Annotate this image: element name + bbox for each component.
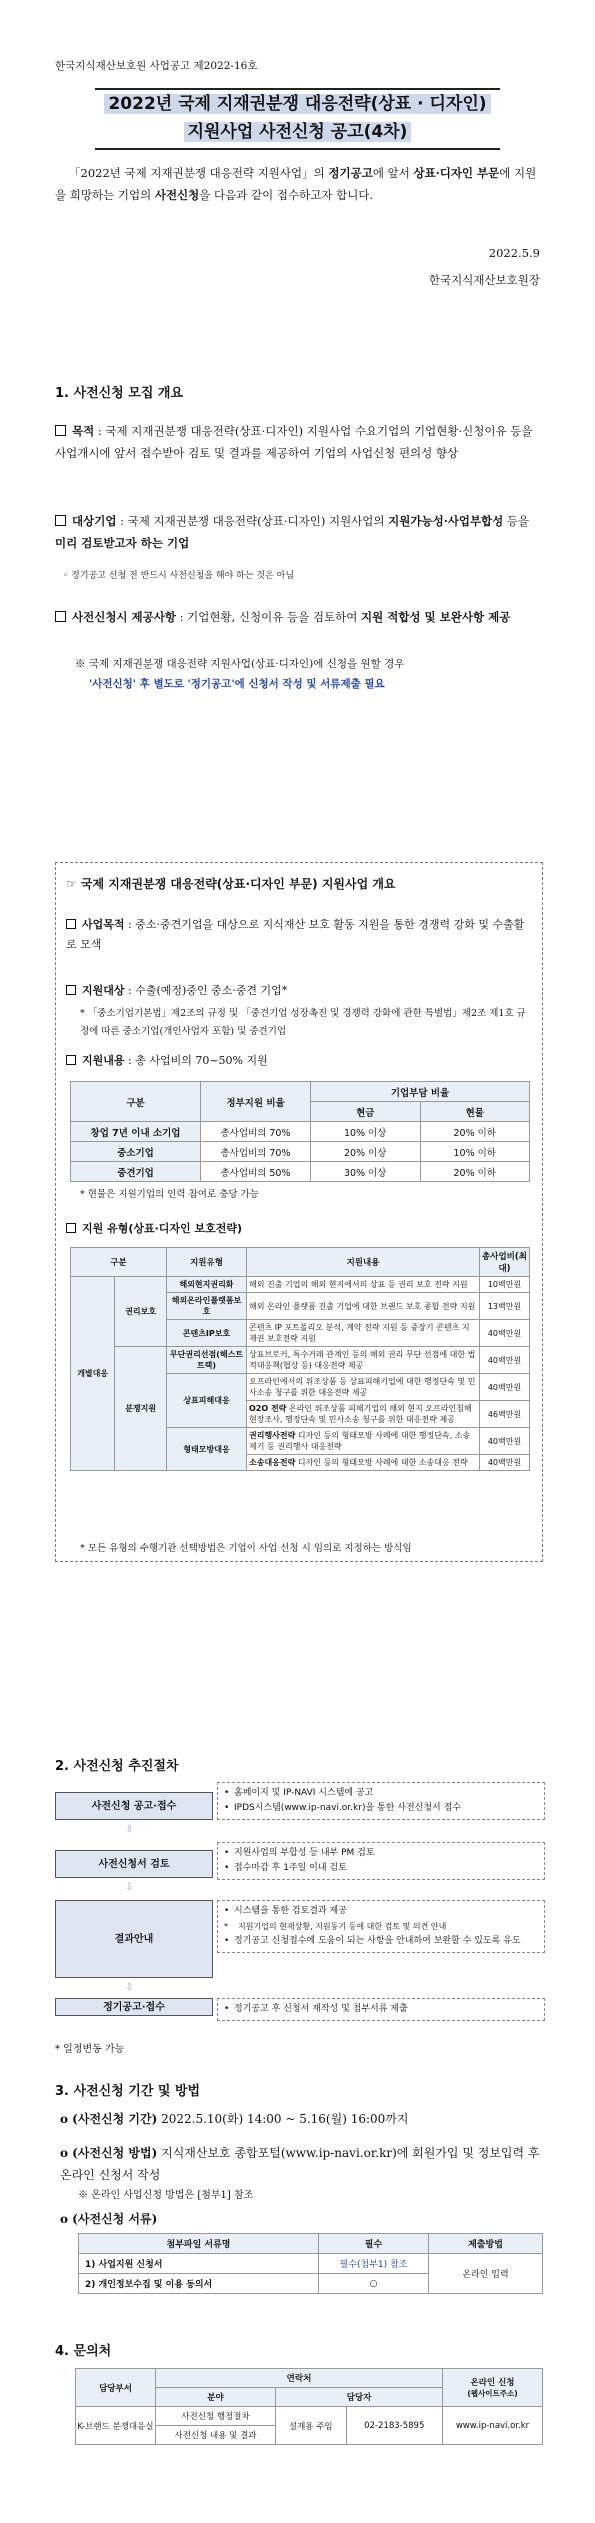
checkbox-icon [66, 1223, 76, 1233]
step-item: • 정기공고 신청접수에 도움이 되는 사항을 안내하여 보완할 수 있도록 유도 [224, 1934, 538, 1949]
overview-amount-text: : 총 사업비의 70~50% 지원 [124, 1054, 268, 1067]
notice-date: 2022.5.9 [488, 246, 540, 260]
section-1-title: 1. 사전신청 모집 개요 [55, 386, 184, 401]
rate-header: 정부지원 비율 [201, 1082, 311, 1122]
step-item: • 접수마감 후 1주일 이내 검토 [224, 1861, 538, 1876]
support-type: 형태모방대응 [167, 1428, 247, 1471]
contact-site-link[interactable]: www.ip-navi.or.kr [443, 2407, 543, 2445]
rate-cell: 10% 이상 [311, 1122, 421, 1142]
rate-note: * 현물은 지원기업의 인력 참여로 충당 가능 [80, 1189, 259, 1200]
target-note: ◦ 정기공고 신청 전 반드시 사전신청을 해야 하는 것은 아님 [63, 571, 295, 581]
doc-method: 온라인 입력 [429, 2254, 543, 2294]
checkbox-icon [55, 515, 66, 526]
intro-paragraph [55, 162, 545, 206]
checkbox-icon [66, 919, 76, 929]
contact-table [75, 2368, 543, 2445]
overview-purpose [66, 915, 534, 955]
provide-text: : 기업현황, 신청이유 등을 검토하여 [175, 610, 361, 624]
group-individual: 개별대응 [71, 1277, 115, 1471]
support-types-heading [66, 1219, 534, 1239]
overview-purpose-label: 사업목적 [82, 918, 125, 931]
overview-target-label: 지원대상 [82, 984, 125, 997]
support-note: * 모든 유형의 수행기관 선택방법은 기업이 사업 신청 시 임의로 지정하는 방식임 [80, 1543, 412, 1554]
doc-header: 첨부파일 서류명 [79, 2234, 319, 2254]
table-row [71, 1122, 530, 1142]
support-budget: 40백만원 [480, 1428, 530, 1455]
rate-cell: 30% 이상 [311, 1162, 421, 1182]
target-bold: 미리 검토받고자 하는 기업 [55, 536, 190, 550]
arrow-down-icon: ⇩ [125, 1882, 134, 1893]
overview-target-note: * 「중소기업기본법」제2조의 규정 및 「중견기업 성장촉진 및 경쟁력 강화에 관한 특별법」제2조 제1호 규정에 따른 중소기업(개인사업자 포함) 및 중견기업 [80, 1008, 526, 1037]
section-2-title: 2. 사전신청 추진절차 [55, 1759, 179, 1774]
rate-cell: 총사업비의 50% [201, 1162, 311, 1182]
rate-cell: 총사업비의 70% [201, 1142, 311, 1162]
intro-bold-pre: 사전신청 [154, 188, 200, 202]
intro-bold-regular: 정기공고 [328, 166, 373, 180]
contact-field: 사전신청 행정절차 [156, 2407, 276, 2426]
title-line-2: 지원사업 사전신청 공고(4차) [184, 122, 412, 142]
purpose-item [55, 420, 543, 464]
rate-cell: 20% 이하 [420, 1122, 530, 1142]
target-label: 대상기업 [72, 514, 117, 528]
support-header: 총사업비(최대) [480, 1248, 530, 1277]
doc-required: ○ [319, 2274, 429, 2294]
overview-target-text: : 수출(예정)중인 중소·중견 기업* [124, 984, 288, 997]
support-budget: 13백만원 [480, 1293, 530, 1320]
support-types-table [70, 1247, 530, 1471]
checkbox-icon [66, 1055, 76, 1065]
step-review-desc [217, 1842, 545, 1880]
rate-cell: 10% 이하 [420, 1142, 530, 1162]
support-type: 콘텐츠IP보호 [167, 1320, 247, 1347]
step-item: * 지원기업의 현재상황, 지원동기 등에 대한 검토 및 의견 안내 [224, 1919, 538, 1934]
step-item: • IPDS시스템(www.ip-navi.or.kr)을 통한 사전신청서 접수 [224, 1801, 538, 1816]
support-type: 해외현지권리화 [167, 1277, 247, 1293]
overview-title: ☞ 국제 지재권분쟁 대응전략(상표·디자인 부문) 지원사업 개요 [66, 877, 396, 891]
overview-amount-label: 지원내용 [82, 1054, 125, 1067]
support-content-text: 디자인 등의 형태모방 사례에 대한 소송대응 전략 [297, 1458, 468, 1467]
support-budget: 40백만원 [480, 1374, 530, 1401]
support-content: 해외 진출 기업의 해외 현지에서의 상표 등 권리 보호 전략 지원 [247, 1277, 480, 1293]
target-text: : 국제 지재권분쟁 대응전략(상표·디자인) 지원사업의 [116, 514, 389, 528]
support-type: 무단권리선점(해스트트랙) [167, 1347, 247, 1374]
step-regular-desc [217, 1998, 545, 2021]
process-flow [55, 1782, 545, 2082]
rate-cell: 20% 이하 [420, 1162, 530, 1182]
overview-purpose-text: : 중소·중견기업을 대상으로 지식재산 보호 활동 지원을 통한 경쟁력 강화 및 수출활로 모색 [66, 918, 525, 951]
provide-label: 사전신청시 제공사항 [72, 610, 176, 624]
support-subtype: O2O 전략 [249, 1404, 287, 1413]
notice-number: 한국지식재산보호원 사업공고 제2022-16호 [55, 60, 258, 72]
support-subtype: 권리행사전략 [249, 1431, 296, 1440]
checkbox-icon [55, 611, 66, 622]
support-budget: 40백만원 [480, 1455, 530, 1471]
checkbox-icon [55, 425, 66, 436]
rate-header: 구분 [71, 1082, 201, 1122]
intro-text: 에 지원을 희망하는 기업의 [55, 166, 537, 202]
support-content: 오프라인에서의 위조상품 등 상표피해기업에 대한 행정단속 및 민사소송 청구를 위한 대응전략 제공 [247, 1374, 480, 1401]
contact-field: 사전신청 내용 및 결과 [156, 2426, 276, 2445]
step-result-desc [217, 1900, 545, 1953]
support-content [247, 1455, 480, 1471]
table-row [79, 2254, 543, 2274]
arrow-down-icon: ⇩ [125, 1824, 134, 1835]
support-header: 지원유형 [167, 1248, 247, 1277]
docs-label: o (사전신청 서류) [60, 2212, 158, 2226]
rate-cell: 중견기업 [71, 1162, 201, 1182]
rate-header: 기업부담 비율 [311, 1082, 530, 1102]
support-type: 해외온라인플랫폼보호 [167, 1293, 247, 1320]
method-line [60, 2142, 540, 2186]
intro-text: 에 앞서 [372, 166, 414, 180]
support-content [247, 1401, 480, 1428]
step-review: 사전신청서 검토 [55, 1850, 213, 1878]
support-budget: 10백만원 [480, 1277, 530, 1293]
funding-rate-table [70, 1081, 530, 1182]
doc-name: 1) 사업지원 신청서 [79, 2254, 319, 2274]
target-item [55, 510, 543, 554]
step-announce: 사전신청 공고·접수 [55, 1792, 213, 1820]
process-note: * 일정변동 가능 [55, 2044, 125, 2055]
section-3-title: 3. 사전신청 기간 및 방법 [55, 2084, 201, 2099]
contact-person: 설재용 주임 [276, 2407, 347, 2445]
group-dispute: 분쟁지원 [115, 1347, 167, 1471]
support-content [247, 1428, 480, 1455]
section-4-title: 4. 문의처 [55, 2344, 112, 2359]
support-subtype: 소송대응전략 [249, 1458, 296, 1467]
doc-name: 2) 개인정보수집 및 이용 동의서 [79, 2274, 319, 2294]
purpose-label: 목적 [72, 424, 95, 438]
provide-note-emphasis: '사전신청' 후 별도로 '정기공고'에 신청서 작성 및 서류제출 필요 [89, 678, 385, 690]
table-row [71, 1347, 530, 1374]
checkbox-icon [66, 985, 76, 995]
support-header: 구분 [71, 1248, 167, 1277]
overview-amount [66, 1051, 534, 1071]
program-overview-box [55, 862, 543, 1562]
rate-cell: 창업 7년 이내 소기업 [71, 1122, 201, 1142]
arrow-down-icon: ⇩ [125, 1982, 134, 1993]
docs-line [60, 2208, 540, 2230]
support-content: 콘텐츠 IP 포트폴리오 분석, 계약 전략 지원 등 중장기 콘텐츠 지재권 보호전략 지원 [247, 1320, 480, 1347]
intro-bold-field: 상표·디자인 부문 [413, 166, 500, 180]
page-title [95, 88, 500, 150]
provide-bold: 지원 적합성 및 보완사항 제공 [360, 610, 511, 624]
support-types-label: 지원 유형(상표·디자인 보호전략) [82, 1222, 243, 1235]
rate-header: 현금 [311, 1102, 421, 1122]
support-content: 해외 온라인 플랫폼 진출 기업에 대한 브랜드 보호 종합 전략 지원 [247, 1293, 480, 1320]
title-line-1: 2022년 국제 지재권분쟁 대응전략(상표 · 디자인) [104, 94, 490, 114]
method-text: 지식재산보호 종합포털(www.ip-navi.or.kr)에 회원가입 및 정보입력 후 온라인 신청서 작성 [60, 2146, 540, 2182]
contact-header [443, 2369, 543, 2407]
provide-note [75, 654, 540, 694]
period-text: 2022.5.10(화) 14:00 ~ 5.16(월) 16:00까지 [157, 2112, 409, 2126]
contact-header: 연락처 [156, 2369, 443, 2388]
purpose-text: : 국제 지재권분쟁 대응전략(상표·디자인) 지원사업 수요기업의 기업현황·신청이유 등을 사업개시에 앞서 접수받아 검토 및 결과를 제공하여 기업의 사업신청 편의성 향상 [55, 424, 533, 460]
table-row [76, 2407, 543, 2426]
overview-target [66, 981, 534, 1001]
rate-header: 현물 [420, 1102, 530, 1122]
table-row [71, 1277, 530, 1293]
step-item: • 지원사업의 부합성 등 내부 PM 검토 [224, 1846, 538, 1861]
method-note: ※ 온라인 사업신청 방법은 [첨부1] 참조 [78, 2190, 254, 2201]
contact-header: 담당부서 [76, 2369, 156, 2407]
doc-header: 제출방법 [429, 2234, 543, 2254]
table-row [71, 1142, 530, 1162]
target-bold: 지원가능성·사업부합성 [388, 514, 504, 528]
step-item: • 홈페이지 및 IP-NAVI 시스템에 공고 [224, 1786, 538, 1801]
rate-cell: 20% 이상 [311, 1142, 421, 1162]
provide-item [55, 606, 543, 628]
support-budget: 46백만원 [480, 1401, 530, 1428]
support-content-text: 디자인 등의 형태모방 사례에 대한 행정단속, 소송 제기 등 권리행사 대응전략 [249, 1431, 471, 1451]
step-item: • 정기공고 후 신청서 재작성 및 첨부서류 제출 [224, 2002, 538, 2017]
contact-header: 담당자 [276, 2388, 443, 2407]
period-label: o (사전신청 기간) [60, 2112, 158, 2126]
step-regular: 정기공고·접수 [55, 1998, 213, 2016]
step-item: • 시스템을 통한 검토결과 제공 [224, 1904, 538, 1919]
rate-cell: 총사업비의 70% [201, 1122, 311, 1142]
provide-note-line: ※ 국제 지재권분쟁 대응전략 지원사업(상표·디자인)에 신청을 원할 경우 [75, 658, 405, 670]
support-budget: 40백만원 [480, 1320, 530, 1347]
contact-header: 분야 [156, 2388, 276, 2407]
doc-header: 필수 [319, 2234, 429, 2254]
support-budget: 40백만원 [480, 1347, 530, 1374]
step-announce-desc [217, 1782, 545, 1820]
target-text: 등을 [503, 514, 530, 528]
contact-dept: K-브랜드 분쟁대응실 [76, 2407, 156, 2445]
support-content: 상표브로커, 특수거래 관계인 등의 해외 권리 무단 선점에 대한 법적대응책(협상 등) 대응전략 제공 [247, 1347, 480, 1374]
contact-header-site: (웹사이트주소) [467, 2389, 518, 2398]
organization-name: 한국지식재산보호원장 [428, 273, 540, 287]
contact-header-online: 온라인 신청 [470, 2378, 515, 2388]
step-result: 결과안내 [55, 1900, 213, 1978]
documents-table [78, 2233, 543, 2294]
doc-required: 필수(첨부1) 참조 [319, 2254, 429, 2274]
intro-text: 을 다음과 같이 접수하고자 합니다. [199, 188, 374, 202]
period-line [60, 2108, 540, 2130]
table-row [71, 1162, 530, 1182]
support-content-text: 온라인 위조상품 피해기업의 해외 현지 오프라인침해현장조사, 행정단속 및 민사소송 청구를 위한 대응전략 제공 [249, 1404, 472, 1424]
contact-phone: 02-2183-5895 [346, 2407, 442, 2445]
support-header: 지원내용 [247, 1248, 480, 1277]
method-label: o (사전신청 방법) [60, 2146, 158, 2160]
rate-cell: 중소기업 [71, 1142, 201, 1162]
intro-text: 「2022년 국제 지재권분쟁 대응전략 지원사업」의 [69, 166, 329, 180]
group-rights: 권리보호 [115, 1277, 167, 1347]
support-type: 상표피해대응 [167, 1374, 247, 1428]
